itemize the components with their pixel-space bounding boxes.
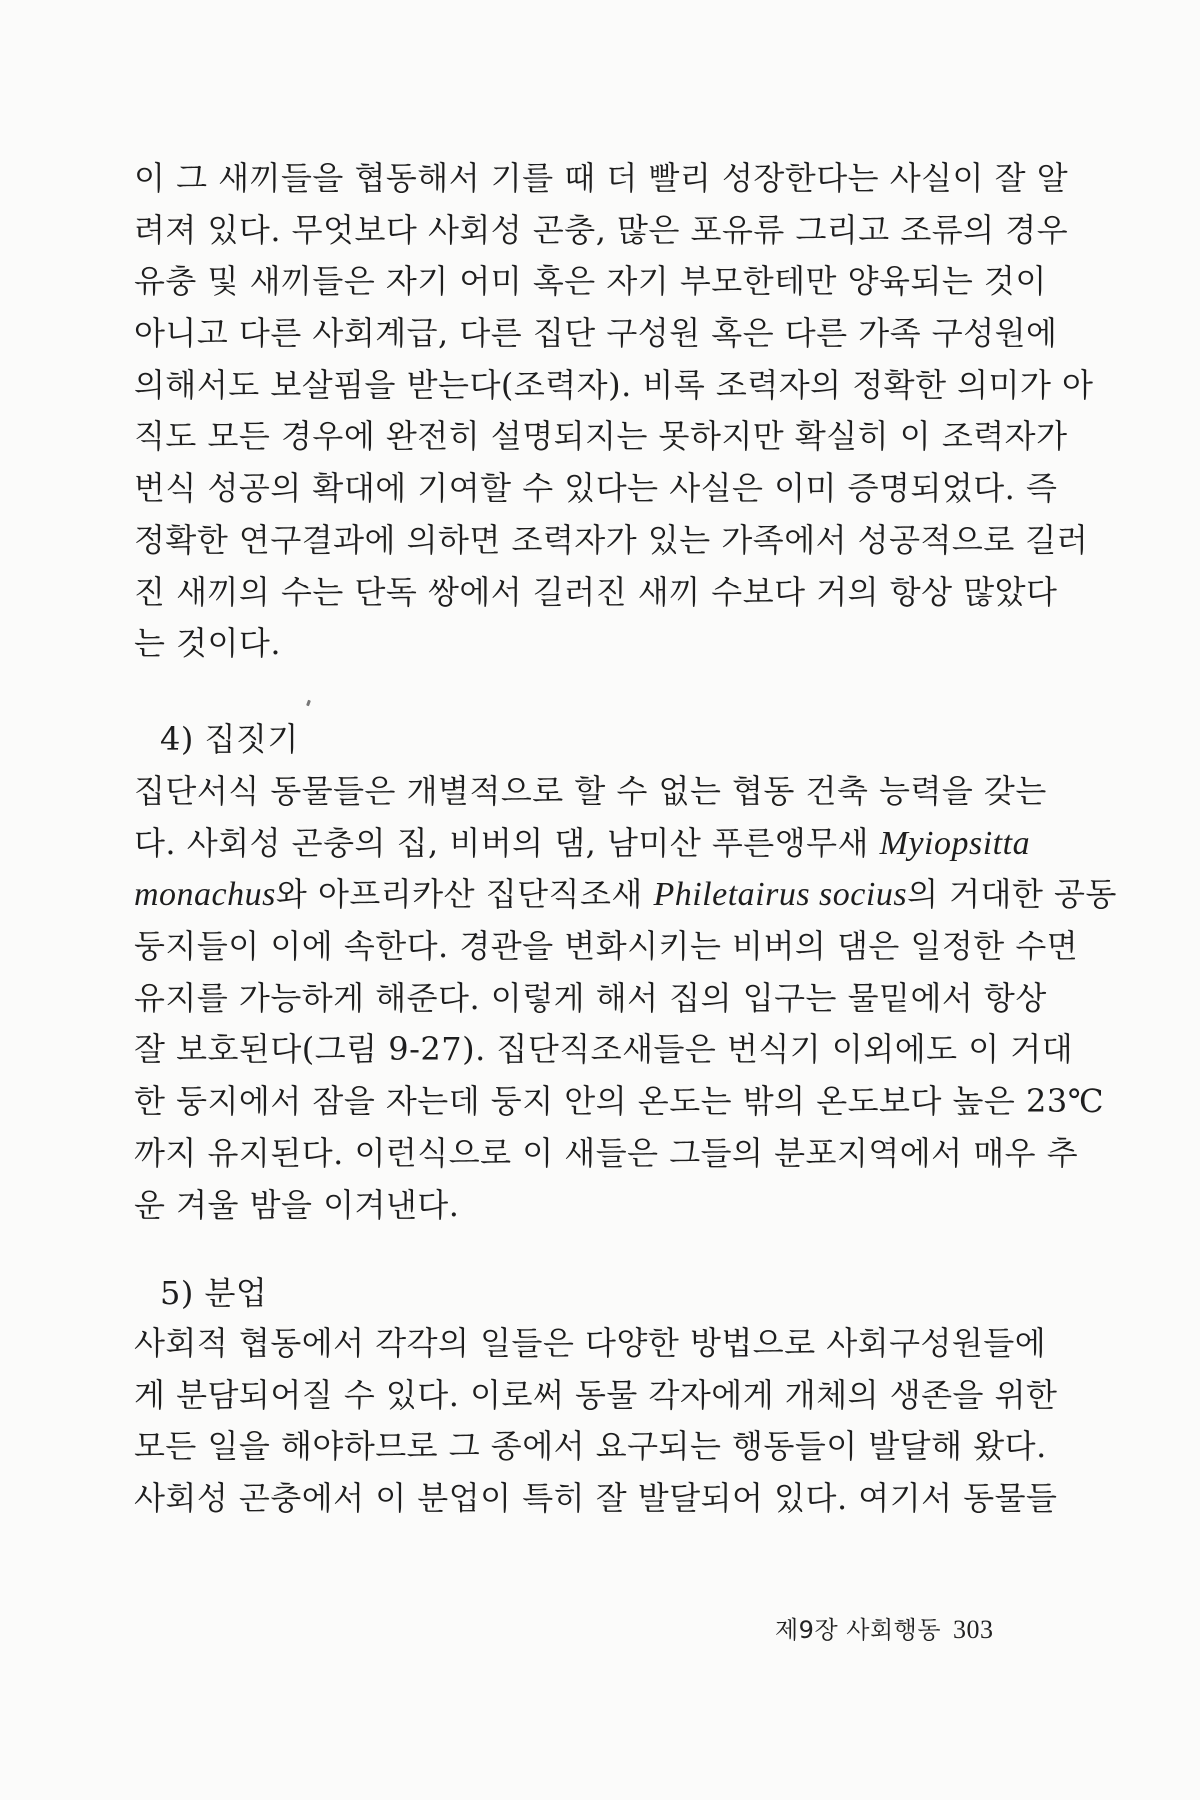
species-name: Philetairus socius — [653, 876, 908, 914]
text-segment: 와 아프리카산 집단직조새 — [275, 875, 643, 914]
text-line — [134, 818, 1036, 870]
text-line: 게 분담되어질 수 있다. 이로써 동물 각자에게 개체의 생존을 위한 — [134, 1375, 1058, 1414]
running-chapter-title: 제9장 사회행동 — [775, 1616, 942, 1644]
text-line: 유지를 가능하게 해준다. 이렇게 해서 집의 입구는 물밑에서 항상 — [134, 978, 1047, 1017]
text-line: 는 것이다. — [134, 624, 281, 663]
ink-speck — [306, 700, 311, 707]
text-line: 사회적 협동에서 각각의 일들은 다양한 방법으로 사회구성원들에 — [134, 1324, 1047, 1362]
section5-paragraph — [134, 1318, 1058, 1525]
section4-paragraph — [134, 766, 1117, 1231]
text-line: 모든 일을 해야하므로 그 종에서 요구되는 행동들이 발달해 왔다. — [134, 1427, 1047, 1466]
text-line: 한 둥지에서 잠을 자는데 둥지 안의 온도는 밖의 온도보다 높은 23℃ — [134, 1082, 1105, 1121]
species-name: monachus — [134, 876, 276, 914]
text-line: 아니고 다른 사회계급, 다른 집단 구성원 혹은 다른 가족 구성원에 — [134, 314, 1058, 353]
text-line: 잘 보호된다(그림 9-27). 집단직조새들은 번식기 이외에도 이 거대 — [134, 1030, 1074, 1069]
text-line: 려져 있다. 무엇보다 사회성 곤충, 많은 포유류 그리고 조류의 경우 — [134, 210, 1069, 249]
text-line: 운 겨울 밤을 이겨낸다. — [134, 1185, 460, 1224]
text-line: 진 새끼의 수는 단독 쌍에서 길러진 새끼 수보다 거의 항상 많았다 — [134, 572, 1058, 611]
text-segment: 다. 사회성 곤충의 집, 비버의 댐, 남미산 푸른앵무새 — [134, 823, 869, 862]
section-heading-division-of-labor: 5) 분업 — [160, 1274, 268, 1312]
text-line: 둥지들이 이에 속한다. 경관을 변화시키는 비버의 댐은 일정한 수면 — [134, 927, 1079, 966]
text-line: 직도 모든 경우에 완전히 설명되지는 못하지만 확실히 이 조력자가 — [134, 417, 1068, 456]
text-line: 번식 성공의 확대에 기여할 수 있다는 사실은 이미 증명되었다. 즉 — [134, 469, 1058, 508]
text-line — [134, 869, 1117, 921]
text-segment: 의 거대한 공동 — [907, 875, 1117, 914]
text-line: 까지 유지된다. 이런식으로 이 새들은 그들의 분포지역에서 매우 추 — [134, 1133, 1079, 1172]
text-line: 이 그 새끼들을 협동해서 기를 때 더 빨리 성장한다는 사실이 잘 알 — [134, 159, 1069, 197]
text-line: 사회성 곤충에서 이 분업이 특히 잘 발달되어 있다. 여기서 동물들 — [134, 1479, 1058, 1518]
page-number: 303 — [953, 1615, 994, 1644]
species-name: Myiopsitta — [879, 824, 1031, 862]
page-footer — [775, 1610, 994, 1645]
text-line: 유충 및 새끼들은 자기 어미 혹은 자기 부모한테만 양육되는 것이 — [134, 262, 1047, 301]
section-heading-nest-building: 4) 집짓기 — [160, 720, 299, 758]
text-line: 정확한 연구결과에 의하면 조력자가 있는 가족에서 성공적으로 길러 — [134, 520, 1089, 559]
intro-paragraph — [134, 153, 1094, 670]
text-line: 집단서식 동물들은 개별적으로 할 수 없는 협동 건축 능력을 갖는 — [134, 772, 1047, 810]
text-line: 의해서도 보살핌을 받는다(조력자). 비록 조력자의 정확한 의미가 아 — [134, 365, 1094, 404]
